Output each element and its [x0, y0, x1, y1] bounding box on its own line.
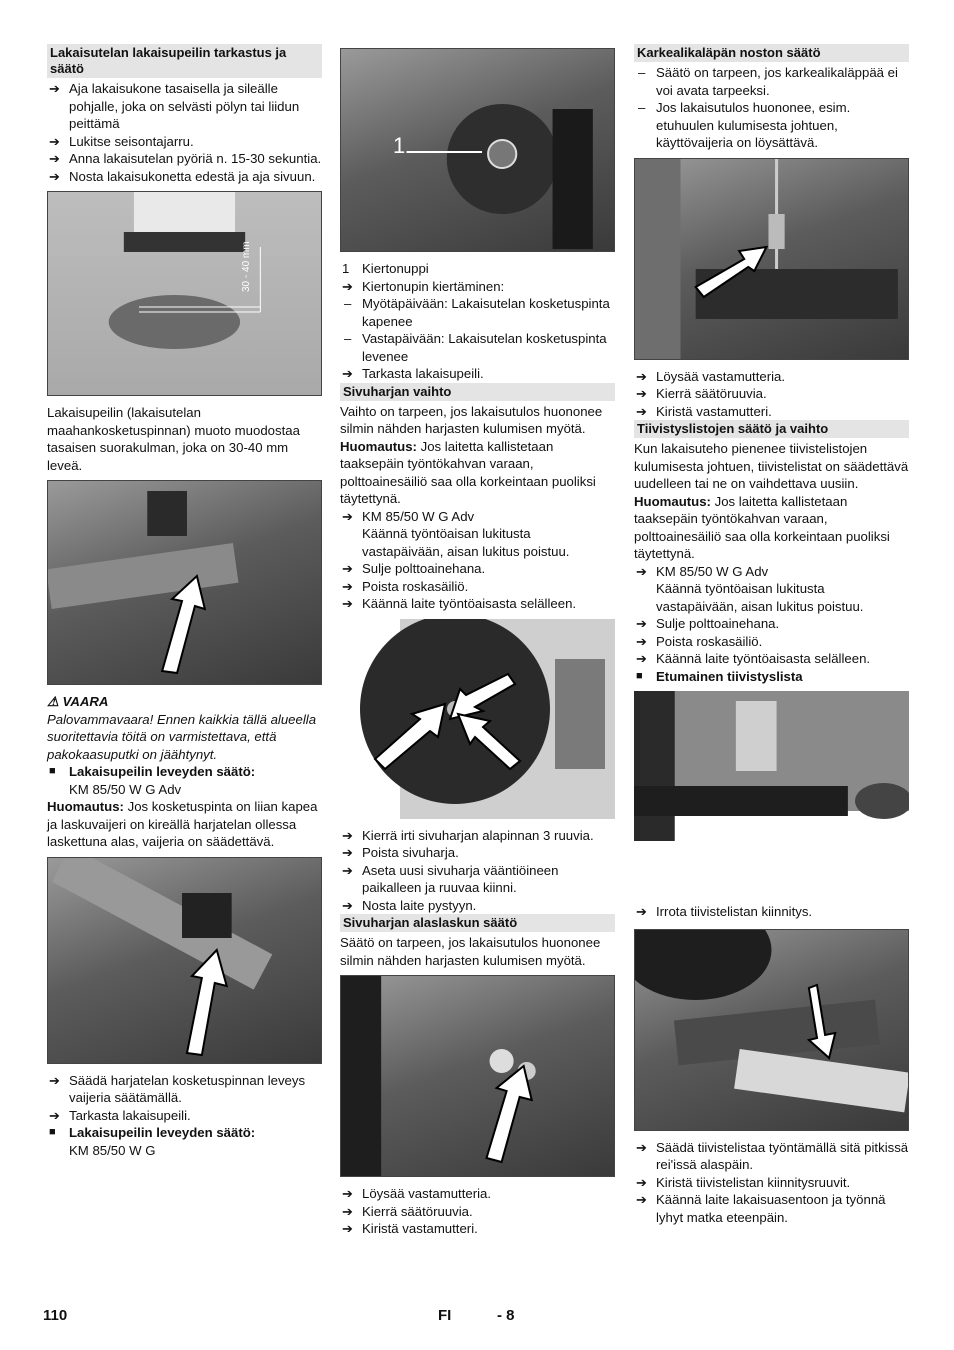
list-item: ➔ Kiristä vastamutteri. [636, 403, 772, 419]
note-1: Huomautus: Jos kosketuspinta on liian kapea ja laskuvaijeri on kireällä harjatelan ollessa laskettuna alas, vaijeria on säädettävä. [47, 799, 318, 849]
photo-cable-adjust-2 [47, 857, 322, 1064]
column-2 [340, 44, 615, 1238]
arrow-icon: ➔ [49, 151, 61, 166]
model-label: KM 85/50 W G Adv [69, 781, 182, 797]
caption-item: 1 Kiertonuppi [342, 261, 429, 276]
warning-title: ⚠ VAARA [47, 694, 109, 709]
column-1 [47, 44, 322, 1159]
model-instruction: Käännä työntöaisan lukitusta vastapäivään, aisan lukitus poistuu. [656, 581, 864, 614]
photo-front-strip [634, 691, 909, 859]
arrow-icon: ➔ [636, 633, 648, 649]
arrow-icon: ➔ [342, 827, 354, 843]
arrow-icon: ➔ [636, 616, 648, 631]
dimension-label: 30 - 40 mm [241, 241, 252, 292]
page-number: 110 [43, 1307, 68, 1324]
arrow-icon: ➔ [49, 133, 61, 149]
list-item: ➔ Säädä tiivistelistaa työntämällä sitä pitkissä rei'issä alaspäin. [636, 1139, 909, 1172]
arrow-icon: ➔ [636, 1139, 648, 1155]
note-3: Huomautus: Jos laitetta kallistetaan taaksepäin työntökahvan varaan, polttoainesäiliö saa olla korkeintaan puoliksi täytettynä. [634, 493, 890, 561]
arrow-icon: ➔ [342, 508, 354, 524]
model-label: KM 85/50 W G [69, 1142, 156, 1158]
arrow-icon: ➔ [342, 1186, 354, 1201]
photo-sweeping-mirror [47, 191, 322, 396]
list-item: ➔ Löysää vastamutteria. [342, 1186, 492, 1201]
square-bullet-icon: ■ [49, 765, 56, 777]
step-list-5 [340, 1185, 615, 1238]
list-item: ➔ Kierrä säätöruuvia. [342, 1203, 473, 1219]
arrow-icon: ➔ [49, 1072, 61, 1088]
list-item: ➔ Kiertonupin kiertäminen: [342, 278, 505, 294]
list-item: ➔ Lukitse seisontajarru. [49, 133, 194, 149]
language-code: FI [438, 1307, 452, 1324]
list-item: – Jos lakaisutulos huononee, esim. etuhuulen kulumisesta johtuen, käyttövaijeria on löysättävä. [638, 100, 851, 150]
arrow-icon: ➔ [636, 386, 648, 401]
photo-cable-adjust-1 [47, 480, 322, 685]
list-item: ➔ Nosta laite pystyyn. [342, 897, 477, 913]
paragraph: Kun lakaisuteho pienenee tiivistelistojen kulumisesta johtuen, tiivistelistat on säädettävä uudelleen tai ne on vaihdettava uusiin. [634, 441, 909, 491]
heading-side-brush-replace: Sivuharjan vaihto [340, 383, 615, 401]
arrow-icon: ➔ [49, 1107, 61, 1123]
arrow-icon: ➔ [636, 368, 648, 384]
arrow-icon: ➔ [342, 278, 354, 294]
arrow-icon: ➔ [49, 168, 61, 184]
list-item: ➔ Kierrä irti sivuharjan alapinnan 3 ruuvia. [342, 827, 594, 843]
photo-rotary-knob [340, 48, 615, 252]
list-item: – Vastapäivään: Lakaisutelan kosketuspinta levenee [344, 331, 607, 364]
list-item: ➔ Sulje polttoainehana. [636, 616, 780, 631]
list-item: ➔ Nosta lakaisukonetta edestä ja aja sivuun. [49, 168, 316, 184]
list-item: ■ Lakaisupeilin leveyden säätö: [49, 764, 256, 779]
list-item: ➔ Sulje polttoainehana. [342, 561, 486, 576]
dash-bullet: – [344, 296, 352, 311]
arrow-icon: ➔ [636, 563, 648, 579]
list-item: ➔ Käännä laite työntöaisasta selälleen. [636, 651, 871, 666]
list-item: ➔ KM 85/50 W G Adv [342, 508, 475, 524]
step-list-3 [340, 560, 615, 613]
step-list-4 [340, 827, 615, 915]
list-item: ➔ Aseta uusi sivuharja vääntiöineen paikalleen ja ruuvaa kiinni. [342, 862, 559, 895]
arrow-icon: ➔ [342, 1221, 354, 1236]
model-instruction: Käännä työntöaisan lukitusta vastapäivään, aisan lukitus poistuu. [362, 526, 570, 559]
photo-callout-1: 1 [393, 133, 406, 158]
arrow-icon: ➔ [342, 578, 354, 594]
list-item: ➔ Kiristä tiivistelistan kiinnitysruuvit. [636, 1174, 851, 1190]
dash-bullet: – [344, 331, 352, 346]
column-3 [634, 44, 909, 1226]
list-item: ■ Etumainen tiivistyslista [636, 668, 803, 684]
list-item: ■ Lakaisupeilin leveyden säätö: [49, 1125, 256, 1140]
heading-side-brush-lowering: Sivuharjan alaslaskun säätö [340, 914, 615, 932]
paragraph: Säätö on tarpeen, jos lakaisutulos huononee silmin nähden harjasten kulumisen myötä. [340, 935, 601, 968]
list-item: ➔ KM 85/50 W G Adv [636, 563, 769, 579]
list-item: ➔ Poista roskasäiliö. [342, 578, 469, 594]
arrow-icon: ➔ [49, 81, 61, 96]
square-bullet-icon: ■ [636, 669, 643, 682]
list-item: ➔ Löysää vastamutteria. [636, 368, 786, 384]
paragraph: Vaihto on tarpeen, jos lakaisutulos huononee silmin nähden harjasten kulumisen myötä. [340, 403, 603, 436]
list-item: ➔ Käännä laite lakaisuasentoon ja työnnä lyhyt matka eteenpäin. [636, 1192, 886, 1225]
arrow-icon: ➔ [342, 845, 354, 860]
arrow-icon: ➔ [636, 904, 648, 919]
warning-block [47, 693, 322, 763]
arrow-icon: ➔ [636, 651, 648, 666]
heading-coarse-flap-adjust: Karkealikaläpän noston säätö [634, 44, 909, 62]
warning-text: Palovammavaara! Ennen kaikkia tällä alueella suoritettavia töitä on varmistettava, että pakokaasuputki on jäähtynyt. [47, 711, 317, 762]
list-item: ➔ Poista roskasäiliö. [636, 633, 763, 649]
step-list-7 [634, 615, 909, 668]
heading-sealing-strips: Tiivistyslistojen säätö ja vaihto [634, 420, 909, 438]
section-number: - 8 [497, 1307, 515, 1324]
square-bullet-icon: ■ [49, 1126, 56, 1138]
step-list-2 [47, 1072, 322, 1125]
photo-side-brush [340, 619, 615, 819]
list-item: ➔ Irrota tiivistelistan kiinnitys. [636, 904, 813, 919]
photo-strip-removal [634, 929, 909, 1131]
arrow-icon: ➔ [636, 1174, 648, 1190]
list-item: ➔ Aja lakaisukone tasaisella ja sileälle pohjalle, joka on selvästi pölyn tai liidun peittämä [49, 81, 300, 131]
list-item: ➔ Kierrä säätöruuvia. [636, 386, 767, 401]
arrow-icon: ➔ [342, 561, 354, 576]
note-2: Huomautus: Jos laitetta kallistetaan taaksepäin työntökahvan varaan, polttoainesäiliö saa olla korkeintaan puoliksi täytettynä. [340, 438, 596, 506]
list-item: ➔ Tarkasta lakaisupeili. [49, 1107, 191, 1123]
dash-bullet: – [638, 100, 646, 115]
list-item: – Myötäpäivään: Lakaisutelan kosketuspinta kapenee [344, 296, 610, 329]
list-item: ➔ Tarkasta lakaisupeili. [342, 366, 484, 381]
list-item: – Säätö on tarpeen, jos karkealikaläppää ei voi avata tarpeeksi. [638, 65, 898, 98]
dash-bullet: – [638, 65, 646, 80]
arrow-icon: ➔ [342, 862, 354, 878]
arrow-icon: ➔ [342, 366, 354, 381]
arrow-icon: ➔ [636, 1192, 648, 1207]
arrow-icon: ➔ [342, 596, 354, 611]
list-item: ➔ Poista sivuharja. [342, 845, 459, 860]
step-list-1 [47, 80, 322, 185]
arrow-icon: ➔ [636, 403, 648, 419]
heading-sweeping-mirror-check: Lakaisutelan lakaisupeilin tarkastus ja säätö [47, 44, 322, 78]
arrow-icon: ➔ [342, 897, 354, 913]
photo-side-brush-adjust [340, 975, 615, 1177]
step-list-9 [634, 1139, 909, 1227]
step-list-6 [634, 368, 909, 421]
warning-icon: ⚠ [47, 694, 59, 709]
photo-coarse-flap [634, 158, 909, 360]
paragraph-mirror-shape: Lakaisupeilin (lakaisutelan maahankosketuspinnan) muoto muodostaa tasaisen suorakulman, joka on 30-40 mm leveä. [47, 405, 300, 473]
arrow-icon: ➔ [342, 1203, 354, 1219]
list-item: ➔ Kiristä vastamutteri. [342, 1221, 478, 1236]
list-item: ➔ Säädä harjatelan kosketuspinnan leveys vaijeria säätämällä. [49, 1072, 306, 1105]
list-item: ➔ Anna lakaisutelan pyöriä n. 15-30 sekuntia. [49, 151, 322, 166]
list-item: ➔ Käännä laite työntöaisasta selälleen. [342, 596, 577, 611]
